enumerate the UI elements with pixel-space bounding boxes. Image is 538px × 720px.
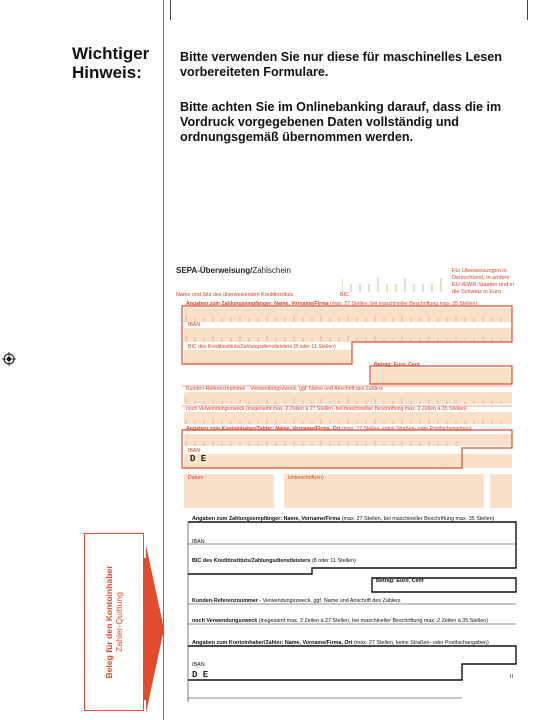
form-title-normal: Zahlschein — [252, 266, 291, 275]
country-note: Für Überweisungen in Deutschland, in andere EU-/EWR-Staaten und in die Schweiz in Euro. — [452, 268, 515, 295]
receipt-tab-text — [104, 565, 124, 678]
receipt-tab-subtitle: Zahler-Quittung — [114, 592, 124, 652]
hint-paragraph-2: Bitte achten Sie im Onlinebanking darauf, dass die im Vordruck vorgegebenen Daten vollständig und ordnungsgemäß übernommen werden. — [180, 100, 502, 144]
receipt-payer-label: Angaben zum Kontoinhaber/Zahler: Name, Vorname/Firma, Ort (max. 27 Stellen, keine Straßen- oder Postfachangaben) — [192, 640, 489, 646]
payer-iban-label: IBAN — [188, 448, 201, 454]
registration-mark-icon — [2, 352, 16, 366]
hint-paragraph-1: Bitte verwenden Sie nur diese für maschinelles Lesen vorbereiteten Formulare. — [180, 50, 502, 79]
receipt-tab — [84, 533, 144, 711]
receipt-country-code: D E — [192, 670, 209, 680]
signature-label: Unterschrift(en) — [288, 475, 324, 481]
hint-heading-line1: Wichtiger — [72, 44, 150, 63]
date-label: Datum — [188, 475, 204, 481]
receipt-reference-label: Kunden-Referenznummer - Verwendungszweck, ggf. Name und Anschrift des Zahlers — [192, 598, 401, 604]
amount-label: Betrag: Euro, Cent — [374, 362, 420, 368]
bic-bank-label: BIC des Kreditinstituts/Zahlungsdienstleisters (8 oder 11 Stellen) — [188, 344, 336, 350]
iban-label: IBAN — [188, 322, 201, 328]
purpose-label: noch Verwendungszweck (insgesamt max. 2 Zeilen à 27 Stellen, bei maschineller Beschriftung max. 2 Zeilen à 35 Stellen) — [186, 406, 467, 412]
hint-heading-line2: Hinweis: — [72, 63, 142, 82]
receipt-payer-iban-label: IBAN — [192, 662, 205, 668]
receipt-tab-title: Beleg für den Kontoinhaber — [104, 565, 114, 679]
payer-label: Angaben zum Kontoinhaber/Zahler: Name, Vorname/Firma, Ort (max. 27 Stellen, keine Straßen- oder Postfachangaben) — [186, 426, 472, 432]
receipt-payee-label: Angaben zum Zahlungsempfänger: Name, Vorname/Firma (max. 27 Stellen, bei maschineller Beschriftung max. 35 Stellen) — [192, 516, 495, 522]
payer-receipt-form — [182, 512, 522, 712]
receipt-bic-label: BIC des Kreditinstituts/Zahlungsdienstleisters (8 oder 11 Stellen) — [192, 558, 356, 564]
form-outline — [172, 258, 516, 508]
bic-label: BIC — [340, 292, 349, 298]
form-title-bold: SEPA-Überweisung/ — [176, 266, 253, 275]
crop-mark — [170, 0, 171, 20]
hint-heading — [72, 44, 149, 82]
receipt-amount-label: Betrag: Euro, Cent — [376, 578, 424, 584]
arrow-right-icon — [146, 545, 164, 713]
receipt-purpose-label: noch Verwendungszweck (insgesamt max. 2 Zeilen à 27 Stellen, bei maschineller Beschriftung max. 2 Zeilen à 35 Stellen) — [192, 618, 489, 624]
crop-mark — [527, 0, 528, 20]
page-marker: II — [510, 674, 513, 680]
sepa-transfer-form — [172, 258, 516, 508]
reference-label: Kunden-Referenznummer - Verwendungszweck, ggf. Name und Anschrift des Zahlers — [186, 386, 383, 392]
receipt-iban-label: IBAN — [192, 539, 205, 545]
bank-name-label: Name und Sitz des überweisenden Kreditinstituts — [176, 292, 294, 298]
payee-label: Angaben zum Zahlungsempfänger: Name, Vorname/Firma (max. 27 Stellen, bei maschineller Beschriftung max. 35 Stellen) — [186, 301, 478, 307]
country-code: D E — [190, 454, 207, 464]
receipt-outline — [182, 512, 522, 712]
